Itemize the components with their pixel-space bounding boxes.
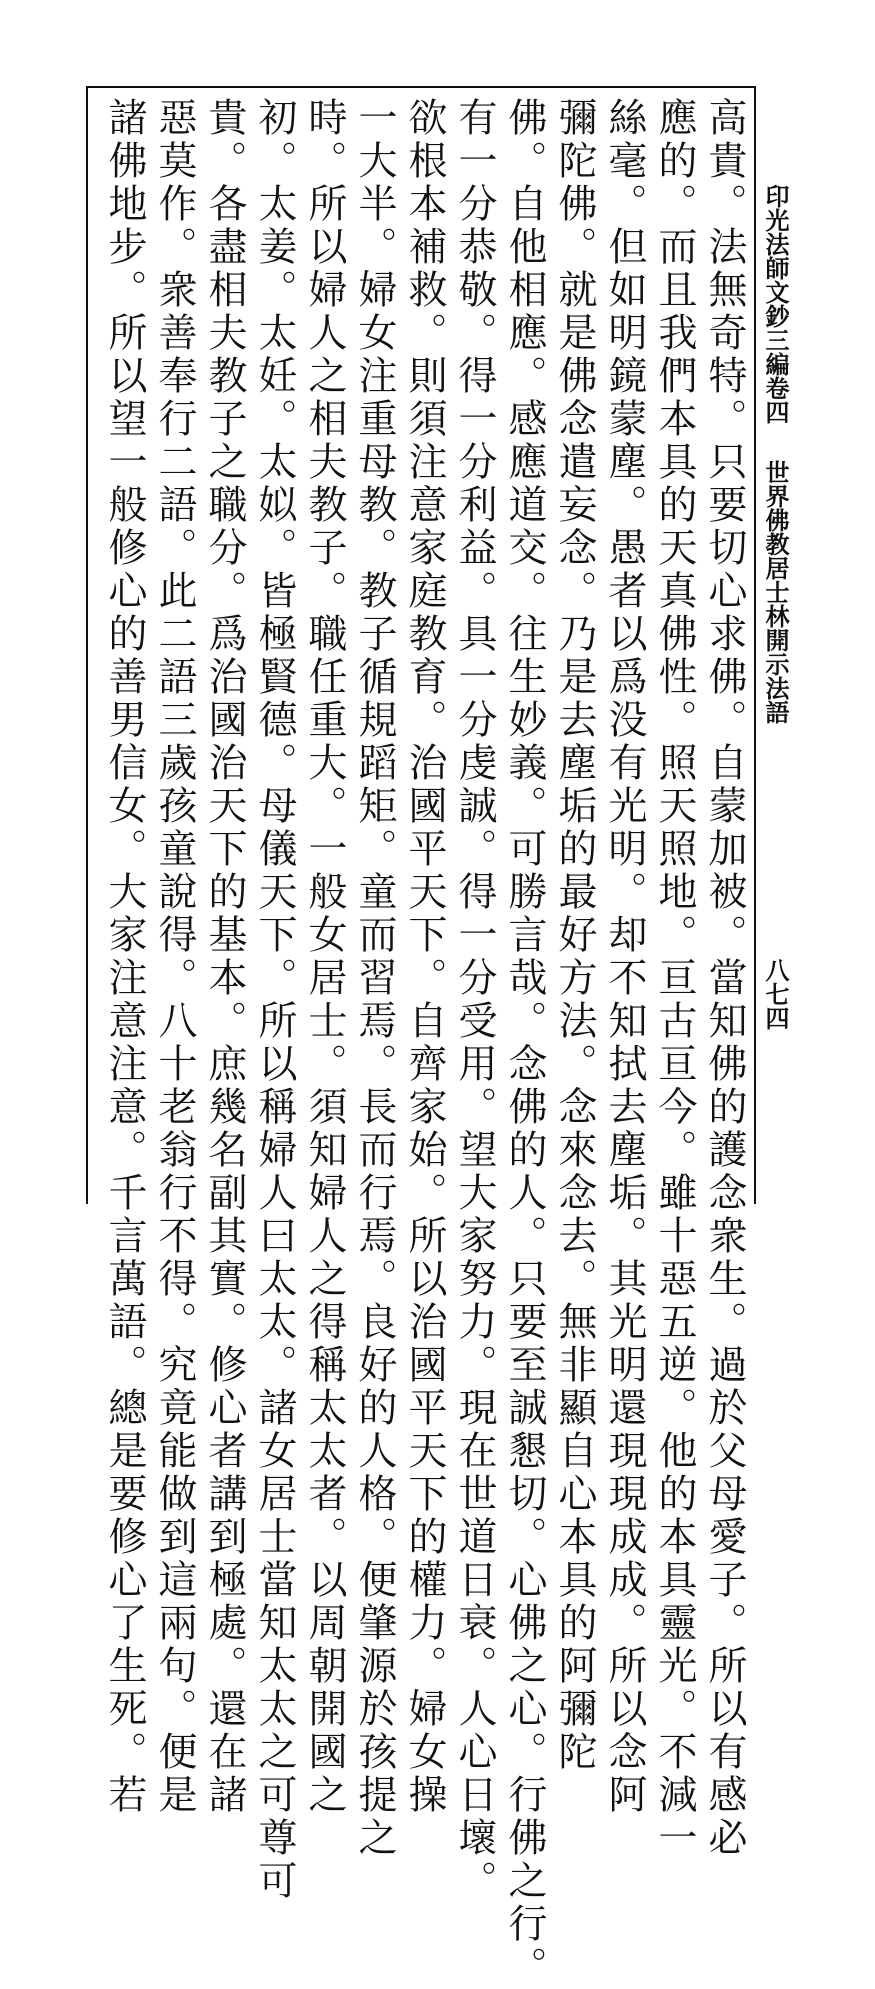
text-column: 時。所以婦人之相夫教子。職任重大。一般女居士。須知婦人之得稱太太者。以周朝開國之	[302, 97, 347, 1817]
running-head-book-title: 印光法師文鈔三編卷四	[761, 184, 789, 424]
text-column: 諸佛地步。所以望一般修心的善男信女。大家注意注意。千言萬語。總是要修心了生死。若	[102, 97, 147, 1817]
text-column: 惡莫作。衆善奉行二語。此二語三歲孩童說得。八十老翁行不得。究竟能做到這兩句。便是	[152, 97, 197, 1817]
text-column: 絲毫。但如明鏡蒙塵。愚者以爲没有光明。却不知拭去塵垢。其光明還現現成成。所以念阿	[602, 97, 647, 1817]
text-column: 貴。各盡相夫教子之職分。爲治國治天下的基本。庶幾名副其實。修心者講到極處。還在諸	[202, 97, 247, 1817]
text-column: 有一分恭敬。得一分利益。具一分虔誠。得一分受用。望大家努力。現在世道日衰。人心日壞。	[452, 97, 497, 1903]
text-column: 彌陀佛。就是佛念遣妄念。乃是去塵垢的最好方法。念來念去。無非顯自心本具的阿彌陀	[552, 97, 597, 1774]
text-column: 一大半。婦女注重母教。教子循規蹈矩。童而習焉。長而行焉。良好的人格。便肇源於孩提之	[352, 97, 397, 1860]
text-column: 佛。自他相應。感應道交。往生妙義。可勝言哉。念佛的人。只要至誠懇切。心佛之心。行佛之行。	[502, 97, 547, 1989]
page-number: 八七四	[761, 958, 789, 1030]
text-column: 初。太姜。太妊。太姒。皆極賢德。母儀天下。所以稱婦人曰太太。諸女居士當知太太之可尊可	[252, 97, 297, 1903]
text-column: 高貴。法無奇特。只要切心求佛。自蒙加被。當知佛的護念衆生。過於父母愛子。所以有感必	[702, 97, 747, 1860]
running-head-section-title: 世界佛教居士林開示法語	[761, 460, 789, 724]
text-column: 欲根本補救。則須注意家庭教育。治國平天下。自齊家始。所以治國平天下的權力。婦女操	[402, 97, 447, 1817]
text-column: 應的。而且我們本具的天真佛性。照天照地。亘古亘今。雖十惡五逆。他的本具靈光。不減一	[652, 97, 697, 1860]
